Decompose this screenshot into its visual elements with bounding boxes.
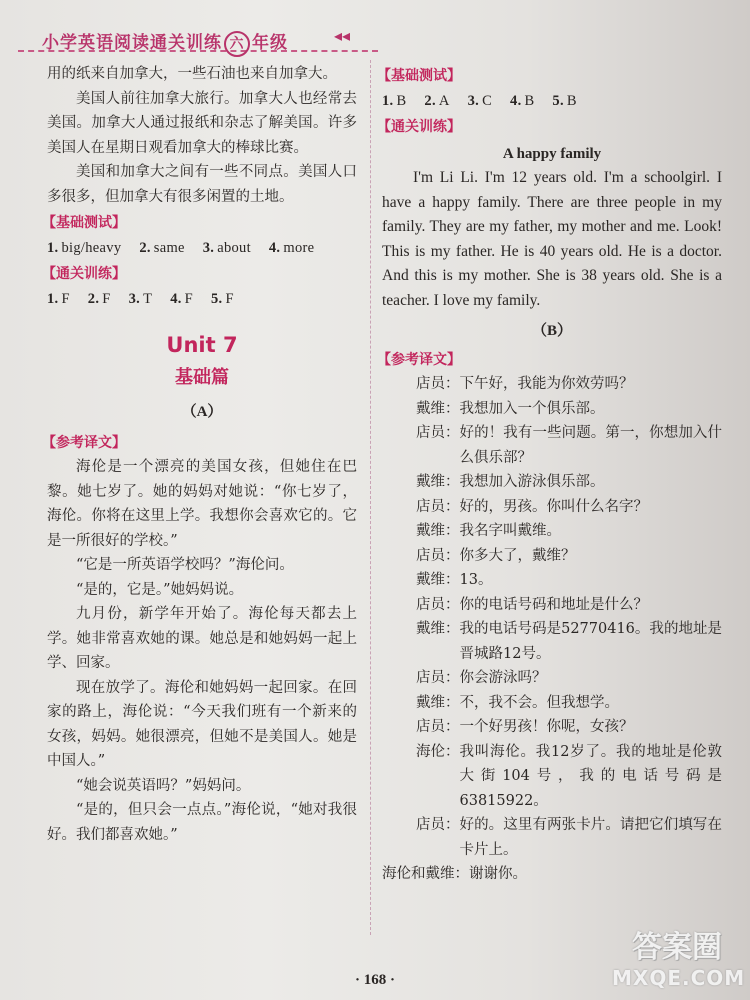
dialog-line: 店员： 好的，男孩。你叫什么名字？ xyxy=(416,498,648,515)
story-paragraph: “是的，但只会一点点。”海伦说，“她对我很好。我们都喜欢她。” xyxy=(47,802,357,843)
right-column xyxy=(377,62,722,887)
grade-badge: 六 xyxy=(224,31,250,57)
page-number: · 168 · xyxy=(354,972,395,988)
story-paragraph: “是的，它是。”她妈妈说。 xyxy=(76,581,244,598)
story-paragraph: “她会说英语吗？”妈妈问。 xyxy=(76,777,251,794)
answer-item: 4. more xyxy=(268,239,315,256)
dialog-line: 店员： 一个好男孩！你呢，女孩？ xyxy=(416,719,634,735)
watermark-logo xyxy=(612,930,746,998)
answer-item: 2. F xyxy=(87,290,111,307)
pass-training-label: 【通关训练】 xyxy=(377,119,461,135)
basic-test-label: 【基础测试】 xyxy=(42,215,126,231)
column-divider xyxy=(370,60,372,935)
part-label: （B） xyxy=(531,323,572,339)
answer-item: 1. F xyxy=(47,290,70,307)
answer-item: 3. C xyxy=(467,92,493,109)
answer-item: 3. T xyxy=(128,290,153,307)
answer-item: 5. F xyxy=(210,290,234,307)
translation-label: 【参考译文】 xyxy=(377,351,461,368)
answer-item: 3. about xyxy=(202,239,251,256)
paragraph: 美国和加拿大之间有一些不同点。美国人口多很多，但加拿大有很多闲置的土地。 xyxy=(47,164,357,205)
dialog-line: 店员： 你会游泳吗？ xyxy=(416,670,547,686)
dialog-line: 店员： 好的。这里有两张卡片。请把它们填写在卡片上。 xyxy=(416,817,722,858)
header-title-post: 年级 xyxy=(252,33,288,53)
answer-item: 1. big/heavy xyxy=(47,239,122,256)
watermark-top: 答案圈 xyxy=(632,930,722,965)
dialog-line: 戴维： 不，我不会。但我想学。 xyxy=(416,694,619,711)
paragraph: 美国人前往加拿大旅行。加拿大人也经常去美国。加拿大人通过报纸和杂志了解美国。许多美国人在星期日观看加拿大的棒球比赛。 xyxy=(47,90,357,156)
dialog-line: 店员： 下午好，我能为你效劳吗？ xyxy=(416,376,634,392)
pass-training-label: 【通关训练】 xyxy=(42,266,126,282)
dialog-line: 戴维： 13。 xyxy=(416,572,493,588)
dialog-line: 戴维： 我想加入一个俱乐部。 xyxy=(416,400,605,417)
answer-item: 1. B xyxy=(382,92,407,109)
story-paragraph: “它是一所英语学校吗？”海伦问。 xyxy=(76,557,294,573)
unit-title: Unit 7 xyxy=(166,333,238,357)
basic-test-label: 【基础测试】 xyxy=(377,68,461,84)
part-label: （A） xyxy=(181,404,223,420)
paragraph-continued: 用的纸来自加拿大，一些石油也来自加拿大。 xyxy=(47,66,337,82)
dialog-line: 店员： 你多大了，戴维？ xyxy=(416,547,576,564)
story-paragraph: 现在放学了。海伦和她妈妈一起回家。在回家的路上，海伦说：“今天我们班有一个新来的女孩，妈妈。她很漂亮，但她不是美国人。她是中国人。” xyxy=(47,679,357,769)
double-arrow-left-icon: ◂◂ xyxy=(334,26,351,45)
left-column xyxy=(42,62,357,847)
translation-label: 【参考译文】 xyxy=(42,434,126,451)
basic-test-answers xyxy=(47,236,357,261)
answer-item: 2. same xyxy=(139,239,185,256)
answer-item: 5. B xyxy=(552,92,577,109)
story-paragraph: 海伦是一个漂亮的美国女孩，但她住在巴黎。她七岁了。她的妈妈对她说：“你七岁了，海伦。你将在这里上学。我想你会喜欢它的。它是一所很好的学校。” xyxy=(47,459,357,549)
essay-title: A happy family xyxy=(502,145,602,162)
dialog-line: 戴维： 我的电话号码是52770416。我的地址是晋城路12号。 xyxy=(416,621,722,662)
dialog-line: 店员： 你的电话号码和地址是什么？ xyxy=(416,596,648,613)
pass-training-answers xyxy=(47,287,357,312)
dialog-line: 海伦和戴维： 谢谢你。 xyxy=(382,866,527,882)
watermark-bottom: MXQE.COM xyxy=(612,966,746,990)
dialog-line: 戴维： 我想加入游泳俱乐部。 xyxy=(416,474,605,490)
section-title: 基础篇 xyxy=(175,366,229,388)
answer-item: 2. A xyxy=(424,92,450,109)
page-header xyxy=(42,28,288,57)
dialog-line: 戴维： 我名字叫戴维。 xyxy=(416,523,561,539)
story-paragraph: 九月份，新学年开始了。海伦每天都去上学。她非常喜欢她的课。她总是和她妈妈一起上学、回家。 xyxy=(47,606,357,671)
answer-item: 4. B xyxy=(510,92,535,109)
answer-item: 4. F xyxy=(170,290,194,307)
dialog-line: 店员： 好的！我有一些问题。第一，你想加入什么俱乐部？ xyxy=(416,425,722,466)
basic-test-answers xyxy=(382,89,722,114)
header-title-pre: 小学英语阅读通关训练 xyxy=(42,33,222,53)
essay-text: I'm Li Li. I'm 12 years old. I'm a schoolgirl. I have a happy family. There are three people in my family. They are my father, my mother and me. Look! This is my father. He is 40 years old. He is a doctor. And this is my mother. She is 38 years old. She is a teacher. I love my family. xyxy=(382,169,722,309)
dialog xyxy=(382,372,722,887)
dialog-line: 海伦： 我叫海伦。我12岁了。我的地址是伦敦大街104号，我的电话号码是63815922。 xyxy=(416,743,722,809)
